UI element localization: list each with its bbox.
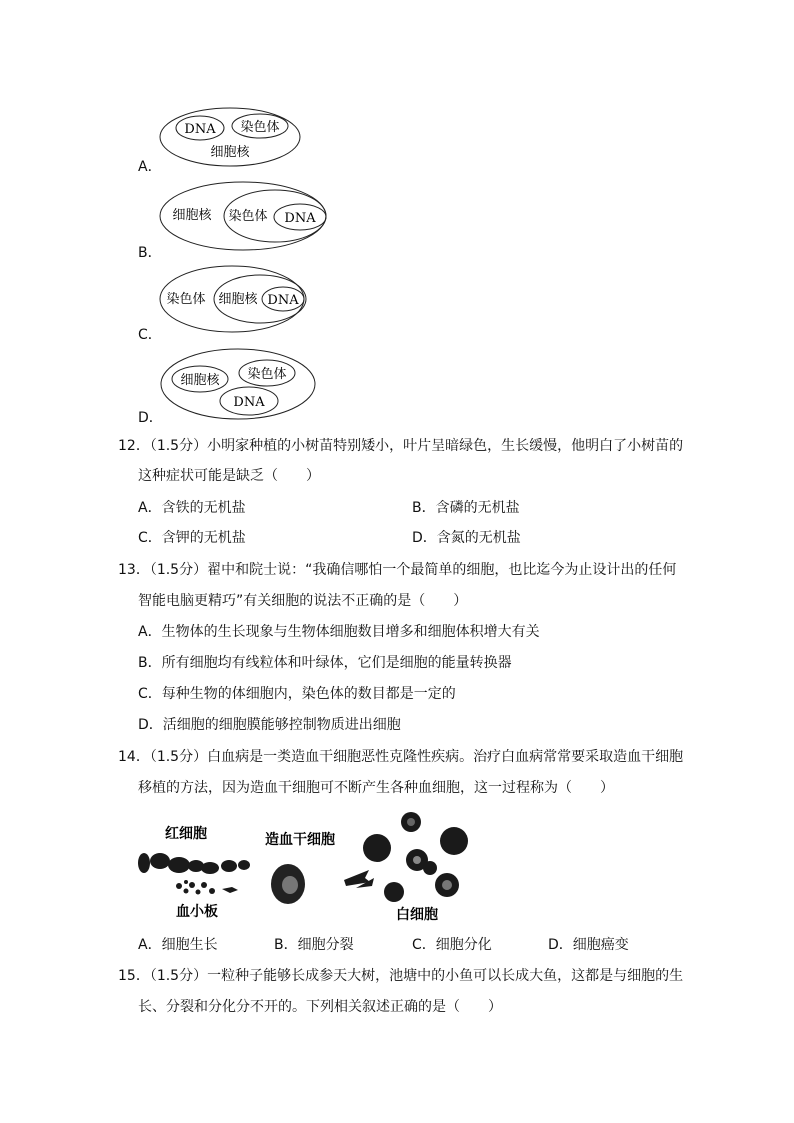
q15-stem-line1: 15．（1.5分）一粒种子能够长成参天大树，池塘中的小鱼可以长成大鱼，这都是与细胞的生 <box>118 968 684 984</box>
q12-option-a[interactable]: A．含铁的无机盐 <box>138 500 246 516</box>
q13-option-a[interactable]: A．生物体的生长现象与生物体细胞数目增多和细胞体积增大有关 <box>138 624 540 640</box>
q11-diagram-c <box>158 264 310 334</box>
q13-stem-line1: 13．（1.5分）翟中和院士说：“我确信哪怕一个最简单的细胞，也比迄今为止设计出的任何 <box>118 562 677 578</box>
red-blood-cells <box>138 853 250 874</box>
q11-option-a-label[interactable]: A． <box>138 159 162 175</box>
q11-c-nucleus: 细胞核 <box>218 292 258 307</box>
q11-b-nucleus: 细胞核 <box>172 208 212 223</box>
q13-option-c[interactable]: C．每种生物的体细胞内，染色体的数目都是一定的 <box>138 686 456 702</box>
label-white-blood-cell: 白细胞 <box>396 907 438 923</box>
q11-diagram-a <box>158 106 304 168</box>
q11-a-nucleus: 细胞核 <box>210 145 250 160</box>
q11-b-dna: DNA <box>284 211 316 226</box>
q14-option-b[interactable]: B．细胞分裂 <box>274 937 354 953</box>
q11-option-c-label[interactable]: C． <box>138 327 162 343</box>
arrows <box>344 870 374 888</box>
q14-option-c[interactable]: C．细胞分化 <box>412 937 492 953</box>
q13-stem-line2: 智能电脑更精巧”有关细胞的说法不正确的是（ ） <box>138 593 468 609</box>
q13-option-d[interactable]: D．活细胞的细胞膜能够控制物质进出细胞 <box>138 717 401 733</box>
q14-blood-cell-figure <box>134 808 482 930</box>
q11-c-dna: DNA <box>267 293 299 308</box>
q12-option-d[interactable]: D．含氮的无机盐 <box>412 530 521 546</box>
q11-d-dna: DNA <box>233 395 265 410</box>
label-stem-cell: 造血干细胞 <box>265 832 335 848</box>
q11-d-chromosome: 染色体 <box>247 367 287 382</box>
q11-option-b-label[interactable]: B． <box>138 245 162 261</box>
q11-d-nucleus: 细胞核 <box>180 373 220 388</box>
q12-option-b[interactable]: B．含磷的无机盐 <box>412 500 520 516</box>
q14-option-d[interactable]: D．细胞癌变 <box>548 937 629 953</box>
q11-b-chromosome: 染色体 <box>228 209 268 224</box>
q11-option-d-label[interactable]: D． <box>138 410 163 426</box>
q14-stem-line1: 14．（1.5分）白血病是一类造血干细胞恶性克隆性疾病。治疗白血病常常要采取造血干细胞 <box>118 749 684 765</box>
q11-a-chromosome: 染色体 <box>240 120 280 135</box>
q11-c-chromosome: 染色体 <box>166 292 206 307</box>
stem-cell <box>271 864 305 904</box>
white-blood-cells <box>363 812 468 902</box>
q11-diagram-d <box>158 346 318 422</box>
q12-option-c[interactable]: C．含钾的无机盐 <box>138 530 246 546</box>
platelets <box>176 880 238 895</box>
label-red-blood-cell: 红细胞 <box>165 826 207 842</box>
q13-option-b[interactable]: B．所有细胞均有线粒体和叶绿体，它们是细胞的能量转换器 <box>138 655 512 671</box>
q11-a-dna: DNA <box>184 122 216 137</box>
q14-stem-line2: 移植的方法，因为造血干细胞可不断产生各种血细胞，这一过程称为（ ） <box>138 780 614 796</box>
q14-option-a[interactable]: A．细胞生长 <box>138 937 218 953</box>
label-platelet: 血小板 <box>176 904 218 920</box>
q15-stem-line2: 长、分裂和分化分不开的。下列相关叙述正确的是（ ） <box>138 999 502 1015</box>
q11-diagram-b <box>158 180 334 252</box>
q12-stem-line2: 这种症状可能是缺乏（ ） <box>138 468 320 484</box>
q12-stem-line1: 12．（1.5分）小明家种植的小树苗特别矮小，叶片呈暗绿色，生长缓慢，他明白了小树苗的 <box>118 438 684 454</box>
